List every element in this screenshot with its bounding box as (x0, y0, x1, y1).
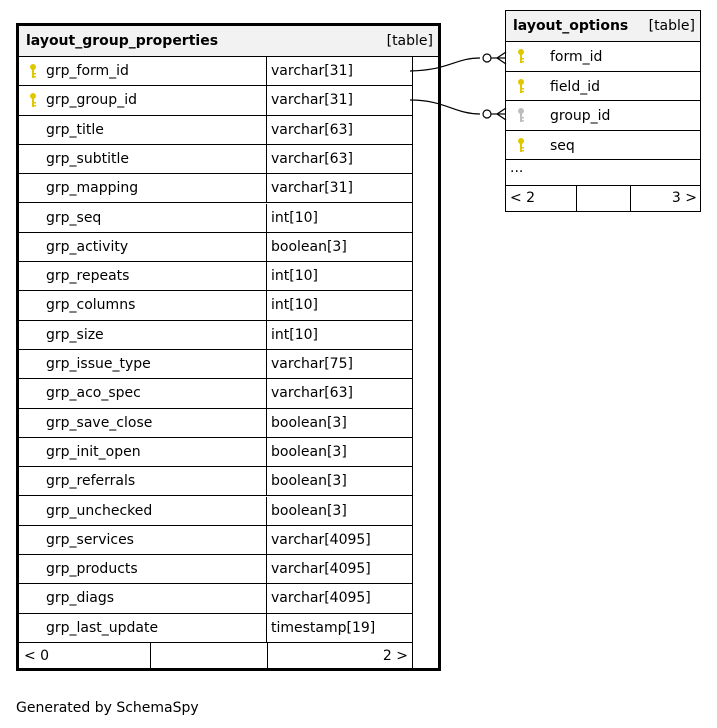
column-name: grp_aco_spec (46, 385, 141, 402)
column-name: grp_repeats (46, 268, 130, 285)
table-kind: [table] (386, 33, 433, 49)
column-name: grp_activity (46, 238, 129, 255)
column-name: grp_form_id (46, 63, 129, 79)
relationship-group-id[interactable] (410, 100, 506, 120)
column-type: int[10] (271, 297, 318, 314)
table-name: layout_options (513, 18, 629, 34)
column-type: boolean[3] (271, 238, 347, 255)
column-type: varchar[4095] (271, 561, 371, 578)
column-type: varchar[4095] (271, 590, 371, 607)
column-type: varchar[31] (271, 92, 353, 109)
column-type: varchar[75] (271, 356, 353, 372)
table-name: layout_group_properties (26, 33, 219, 49)
column-name: grp_size (46, 326, 104, 343)
column-type: boolean[3] (271, 502, 347, 519)
column-name: group_id (550, 108, 611, 124)
column-type: varchar[4095] (271, 531, 371, 548)
column-name: grp_referrals (46, 473, 136, 490)
column-name: grp_title (46, 121, 104, 138)
column-type: varchar[31] (271, 180, 353, 197)
column-type: varchar[31] (271, 63, 353, 79)
column-name: field_id (550, 78, 600, 95)
column-name: grp_issue_type (46, 356, 151, 372)
column-type: varchar[63] (271, 385, 353, 402)
table-kind: [table] (648, 18, 695, 34)
column-name: grp_unchecked (46, 502, 153, 519)
column-name: grp_init_open (46, 443, 141, 460)
column-name: grp_diags (46, 590, 115, 607)
column-type: int[10] (271, 268, 318, 285)
column-name: grp_mapping (46, 180, 139, 197)
parents-count[interactable]: < 0 (24, 648, 50, 664)
column-name: form_id (550, 49, 603, 65)
parents-count[interactable]: < 2 (510, 190, 536, 206)
column-name: grp_seq (46, 209, 102, 226)
column-name: grp_columns (46, 297, 136, 314)
column-type: timestamp[19] (271, 619, 376, 636)
column-name: grp_products (46, 561, 138, 578)
column-name: grp_last_update (46, 619, 159, 636)
column-name: grp_save_close (46, 414, 153, 431)
children-count[interactable]: 3 > (671, 190, 697, 206)
column-type: varchar[63] (271, 121, 353, 138)
column-name: seq (550, 137, 575, 154)
column-type: boolean[3] (271, 443, 347, 460)
relationship-form-id[interactable] (410, 52, 506, 71)
column-name: grp_group_id (46, 92, 137, 109)
generator-credit: Generated by SchemaSpy (16, 700, 199, 716)
column-type: varchar[63] (271, 150, 353, 167)
column-type: int[10] (271, 326, 318, 343)
children-count[interactable]: 2 > (382, 648, 408, 664)
column-name: grp_subtitle (46, 150, 129, 167)
column-type: int[10] (271, 209, 318, 226)
column-type: boolean[3] (271, 473, 347, 490)
column-type: boolean[3] (271, 414, 347, 431)
more-columns-ellipsis: ... (510, 160, 524, 176)
column-name: grp_services (46, 531, 134, 548)
